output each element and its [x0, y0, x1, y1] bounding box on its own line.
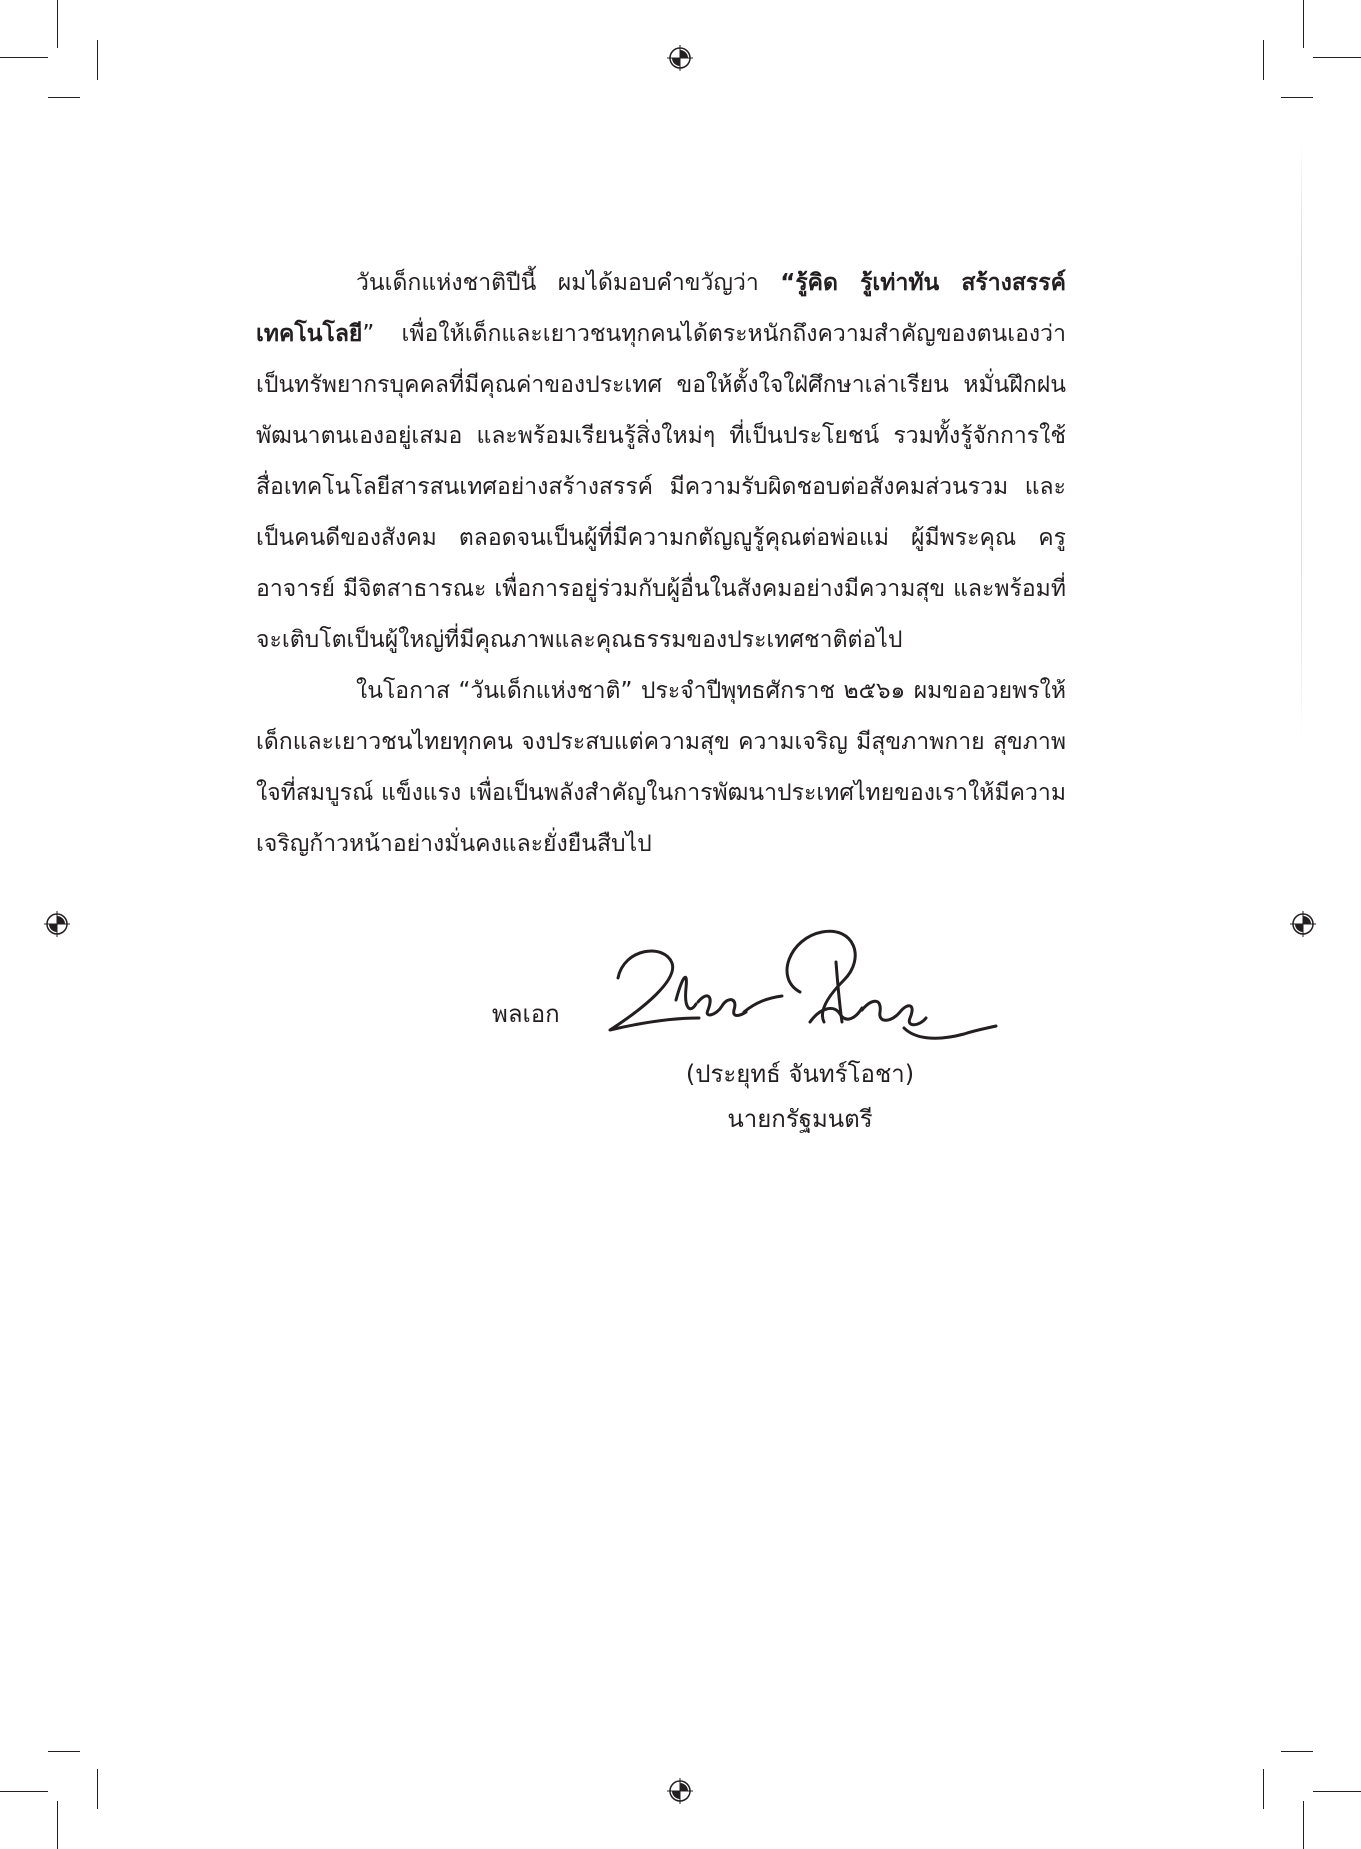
children-day-motto: “รู้คิด รู้เท่าทัน สร้างสรรค์เทคโนโลยี: [256, 270, 1066, 347]
registration-mark-icon: [44, 911, 70, 937]
crop-mark: [1313, 1791, 1361, 1792]
crop-mark: [1263, 40, 1264, 80]
crop-mark: [0, 1791, 48, 1792]
paragraph-1-lead: วันเด็กแห่งชาติปีนี้ ผมได้มอบคำขวัญว่า: [356, 270, 781, 296]
crop-mark: [1313, 57, 1361, 58]
crop-mark: [48, 97, 80, 98]
paragraph-1: [256, 258, 1066, 666]
crop-mark: [1281, 97, 1313, 98]
signer-name: (ประยุทธ์ จันทร์โอชา): [685, 1060, 915, 1088]
crop-mark: [57, 1801, 58, 1849]
registration-mark-icon: [1290, 911, 1316, 937]
crop-mark: [57, 0, 58, 48]
motto-close-quote: ”: [362, 321, 375, 347]
crop-mark: [1303, 1801, 1304, 1849]
signer-rank: พลเอก: [492, 1000, 560, 1028]
crop-mark: [1263, 1769, 1264, 1809]
crop-mark: [97, 1769, 98, 1809]
paragraph-2: [256, 666, 1066, 870]
message-body: [256, 258, 1066, 870]
crop-mark: [48, 1751, 80, 1752]
registration-mark-icon: [667, 1778, 693, 1804]
signer-position: นายกรัฐมนตรี: [727, 1105, 873, 1133]
paragraph-1-rest: เพื่อให้เด็กและเยาวชนทุกคนได้ตระหนักถึงความสำคัญของตนเองว่า เป็นทรัพยากรบุคคลที่มีคุณค่าของประเทศ ขอให้ตั้งใจใฝ่ศึกษาเล่าเรียน หมั่นฝึกฝนพัฒนาตนเองอยู่เสมอ และพร้อมเรียนรู้สิ่งใหม่ๆ ที่เป็นประโยชน์ รวมทั้งรู้จักการใช้สื่อเทคโนโลยีสารสนเทศอย่างสร้างสรรค์ มีความรับผิดชอบต่อสังคมส่วนรวม และเป็นคนดีของสังคม ตลอดจนเป็นผู้ที่มีความกตัญญูรู้คุณต่อพ่อแม่ ผู้มีพระคุณ ครูอาจารย์ มีจิตสาธารณะ เพื่อการอยู่ร่วมกับผู้อื่นในสังคมอย่างมีความสุข และพร้อมที่จะเติบโตเป็นผู้ใหญ่ที่มีคุณภาพและคุณธรรมของประเทศชาติต่อไป: [256, 321, 1066, 653]
paragraph-2-text: ในโอกาส “วันเด็กแห่งชาติ” ประจำปีพุทธศักราช ๒๕๖๑ ผมขออวยพรให้เด็กและเยาวชนไทยทุกคน จงประสบแต่ความสุข ความเจริญ มีสุขภาพกาย สุขภาพใจที่สมบูรณ์ แข็งแรง เพื่อเป็นพลังสำคัญในการพัฒนาประเทศไทยของเราให้มีความเจริญก้าวหน้าอย่างมั่นคงและยั่งยืนสืบไป: [256, 678, 1066, 857]
crop-mark: [0, 57, 48, 58]
crop-mark: [97, 40, 98, 80]
crop-mark: [1303, 0, 1304, 48]
crop-mark: [1281, 1751, 1313, 1752]
scan-edge-line: [1301, 140, 1302, 740]
handwritten-signature: [604, 918, 1004, 1058]
registration-mark-icon: [667, 45, 693, 71]
